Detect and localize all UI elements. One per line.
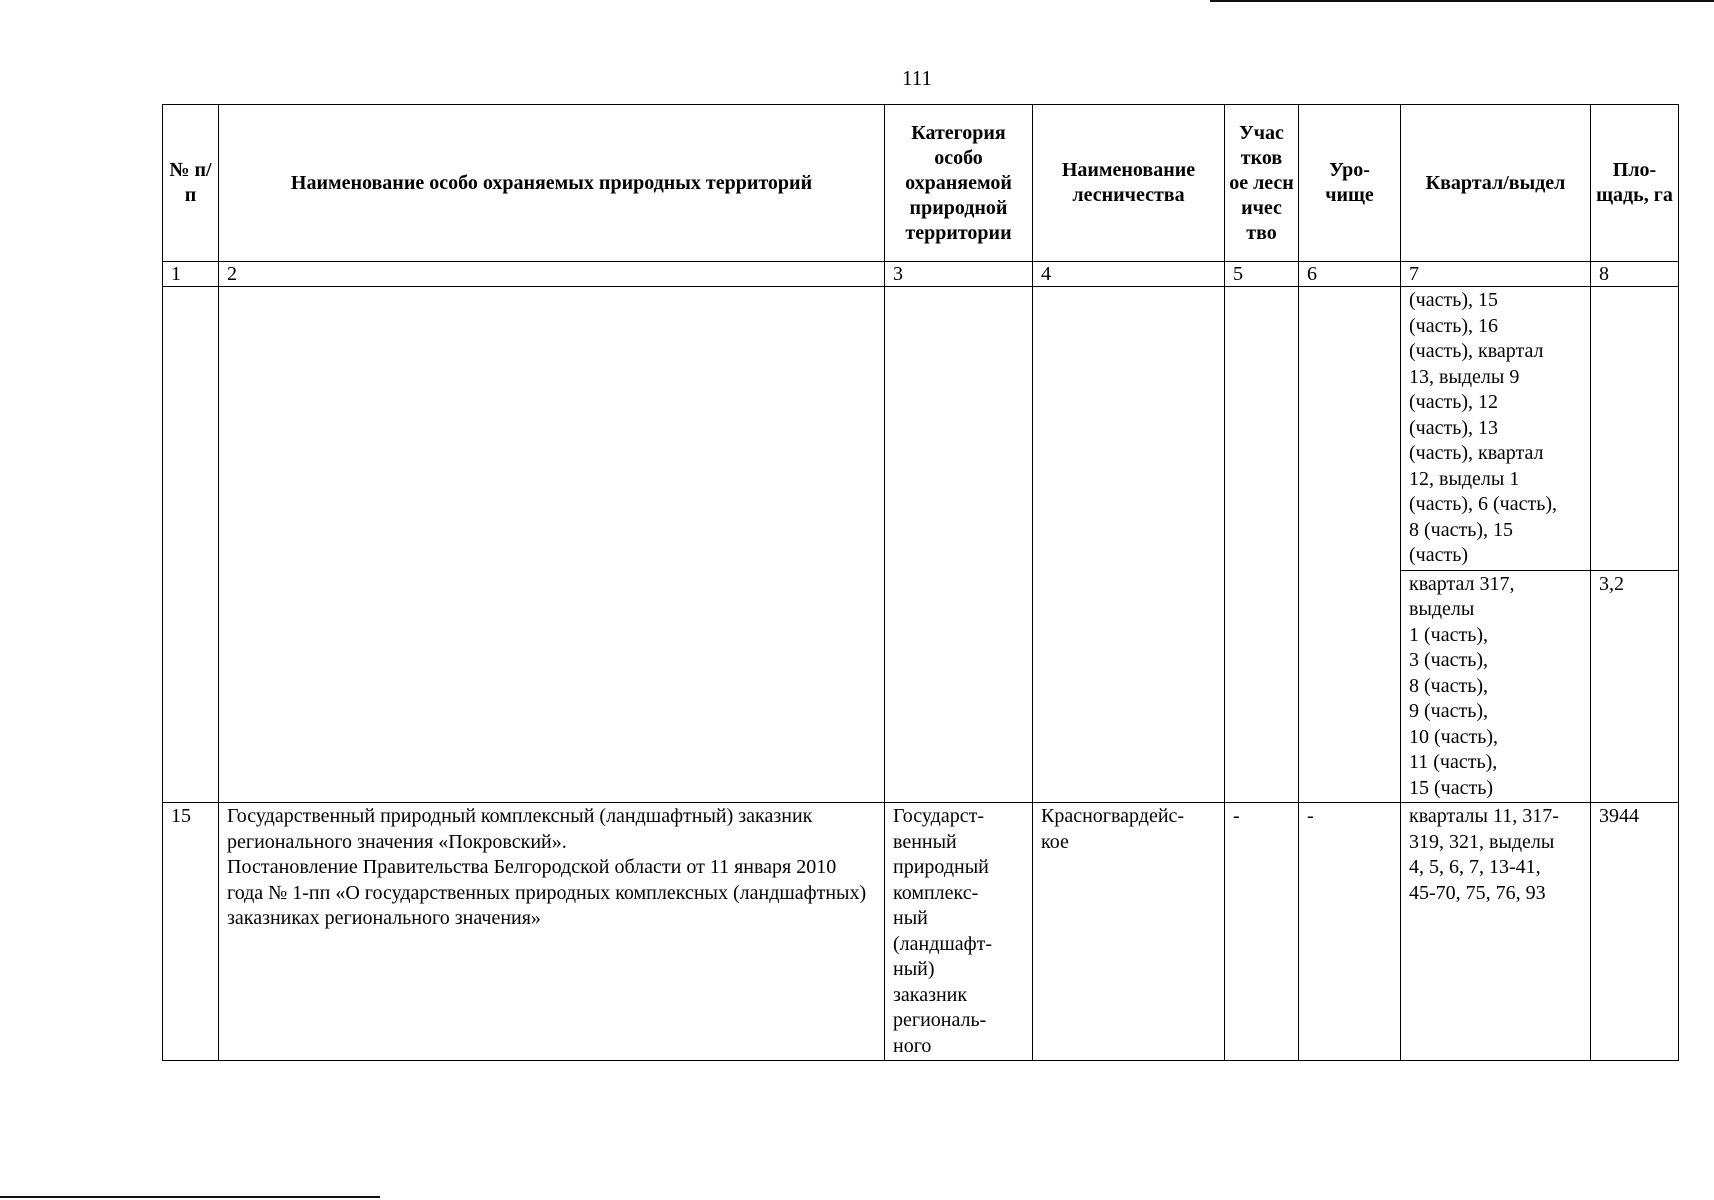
territory-name-cell: Государственный природный комплексный (ландшафтный) заказник регионального значения «Покровский». Постановление Правительства Белгородской области от 11 января 2010 года № 1-пп «О государственных природных комплексных (ландшафтных) заказниках регионального значения» xyxy=(219,803,885,1061)
column-number: 1 xyxy=(163,262,219,287)
header-district: Учас тков ое лесн ичес тво xyxy=(1225,105,1299,262)
category-cell: Государст- венный природный комплекс- ный (ландшафт- ный) заказник региональ- ного xyxy=(885,803,1033,1061)
kvartal-cell: кварталы 11, 317- 319, 321, выделы 4, 5, 6, 7, 13-41, 45-70, 75, 76, 93 xyxy=(1401,803,1591,1061)
protected-territories-table xyxy=(162,104,1679,1061)
scan-edge-top xyxy=(1210,0,1714,2)
kvartal-cell: (часть), 15 (часть), 16 (часть), квартал 13, выделы 9 (часть), 12 (часть), 13 (часть), квартал 12, выделы 1 (часть), 6 (часть), 8 (часть), 15 (часть) xyxy=(1401,287,1591,571)
empty-cell xyxy=(1225,287,1299,803)
column-number: 7 xyxy=(1401,262,1591,287)
column-number: 2 xyxy=(219,262,885,287)
header-forestry: Наименование лесничества xyxy=(1033,105,1225,262)
header-category: Категория особо охраняемой природной территории xyxy=(885,105,1033,262)
table-row xyxy=(163,287,1679,571)
empty-cell xyxy=(219,287,885,803)
header-tract: Уро- чище xyxy=(1299,105,1401,262)
empty-cell xyxy=(1033,287,1225,803)
scan-edge-bottom xyxy=(0,1196,380,1198)
column-number-row xyxy=(163,262,1679,287)
empty-cell xyxy=(163,287,219,803)
header-num: № п/п xyxy=(163,105,219,262)
area-cell: 3944 xyxy=(1591,803,1679,1061)
header-kvartal: Квартал/выдел xyxy=(1401,105,1591,262)
row-num-cell: 15 xyxy=(163,803,219,1061)
empty-cell xyxy=(1299,287,1401,803)
column-number: 6 xyxy=(1299,262,1401,287)
area-cell xyxy=(1591,287,1679,571)
forestry-cell: Красногвардейс- кое xyxy=(1033,803,1225,1061)
header-area: Пло- щадь, га xyxy=(1591,105,1679,262)
kvartal-cell: квартал 317, выделы 1 (часть), 3 (часть), 8 (часть), 9 (часть), 10 (часть), 11 (часть), 15 (часть) xyxy=(1401,570,1591,803)
header-row xyxy=(163,105,1679,262)
column-number: 5 xyxy=(1225,262,1299,287)
tract-cell: - xyxy=(1299,803,1401,1061)
area-cell: 3,2 xyxy=(1591,570,1679,803)
table-row xyxy=(163,803,1679,1061)
page-number: 111 xyxy=(902,66,932,90)
header-name: Наименование особо охраняемых природных территорий xyxy=(219,105,885,262)
column-number: 4 xyxy=(1033,262,1225,287)
column-number: 8 xyxy=(1591,262,1679,287)
column-number: 3 xyxy=(885,262,1033,287)
district-cell: - xyxy=(1225,803,1299,1061)
empty-cell xyxy=(885,287,1033,803)
